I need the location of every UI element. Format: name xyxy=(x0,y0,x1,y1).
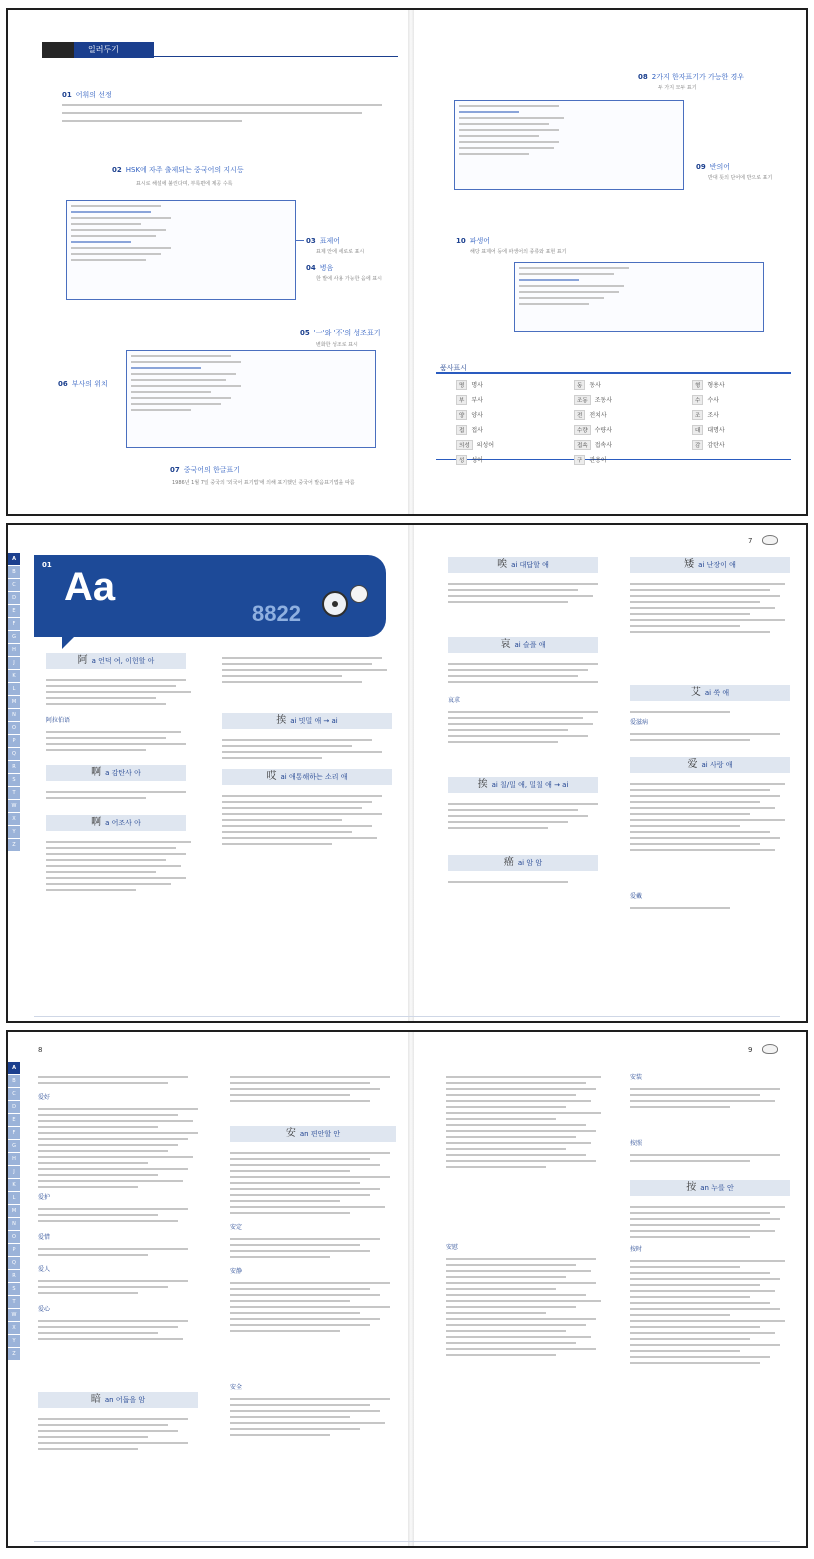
pos-legend-item xyxy=(456,395,574,405)
sub-entry: 爱人 xyxy=(38,1266,51,1273)
entry-text xyxy=(46,787,196,803)
sub-entry: 安慰 xyxy=(446,1244,459,1251)
entry-heading: 按 an 누를 안 xyxy=(630,1180,790,1196)
index-tab-w[interactable]: W xyxy=(8,1309,20,1322)
bird-icon xyxy=(762,535,778,545)
guide-body-line xyxy=(62,104,382,106)
sub-entry: 安静 xyxy=(230,1268,243,1275)
guide-item-07: 07 중국어의 한글표기 xyxy=(170,466,241,474)
book-gutter xyxy=(408,525,414,1021)
pos-legend-item xyxy=(574,380,692,390)
pos-legend-item xyxy=(692,410,792,420)
pos-label: 접사 xyxy=(471,427,483,434)
index-tab-l[interactable]: L xyxy=(8,1192,20,1205)
index-tab-k[interactable]: K xyxy=(8,1179,20,1192)
index-tab-strip xyxy=(8,1062,20,1361)
pos-legend-item xyxy=(456,425,574,435)
index-tab-l[interactable]: L xyxy=(8,683,20,696)
guide-item-10: 10 파생어 xyxy=(456,237,491,245)
entry-text xyxy=(630,903,795,913)
guide-item-02: 02 HSK에 자주 출제되는 중국어의 지시등 xyxy=(112,166,244,174)
banner-tail xyxy=(62,635,76,649)
index-tab-f[interactable]: F xyxy=(8,618,20,631)
pos-label: 대명사 xyxy=(707,427,725,434)
index-tab-q[interactable]: Q xyxy=(8,1257,20,1270)
entry-text xyxy=(448,877,608,887)
sample-entry-box-4 xyxy=(514,262,764,332)
page-number: 9 xyxy=(748,1046,753,1054)
guide-item-07-desc: 1986년 1월 7일 중국의 '외국어 표기법'에 의해 표기했던 중국어 발음표기법을 따름 xyxy=(172,480,355,486)
page-footer-rule xyxy=(34,1016,780,1017)
index-tab-p[interactable]: P xyxy=(8,1244,20,1257)
chapter-code: 8822 xyxy=(252,601,301,626)
pos-label: 조사 xyxy=(707,412,719,419)
pos-label: 수량사 xyxy=(594,427,613,434)
entry-text xyxy=(230,1278,400,1336)
entry-heading: 挨 ai 칠/밀 애, 밀칠 애 → ai xyxy=(448,777,598,793)
pos-tag: 성 xyxy=(456,455,467,465)
sub-entry: 爱心 xyxy=(38,1306,51,1313)
book-gutter xyxy=(408,10,414,514)
entry-text xyxy=(630,707,795,717)
index-tab-t[interactable]: T xyxy=(8,787,20,800)
pos-tag: 수 xyxy=(692,395,703,405)
entry-text xyxy=(230,1394,400,1440)
pos-tag: 양 xyxy=(456,410,467,420)
entry-text xyxy=(38,1316,208,1344)
pos-legend-item xyxy=(692,440,792,450)
pos-legend-item xyxy=(692,395,792,405)
index-tab-x[interactable]: X xyxy=(8,813,20,826)
page-footer-rule xyxy=(34,1541,780,1542)
sub-entry: 爱护 xyxy=(38,1194,51,1201)
section-rule xyxy=(154,56,398,57)
pos-label: 명사 xyxy=(471,382,483,389)
index-tab-c[interactable]: C xyxy=(8,579,20,592)
pos-label: 관용어 xyxy=(589,457,607,464)
bird-icon xyxy=(762,1044,778,1054)
index-tab-d[interactable]: D xyxy=(8,1101,20,1114)
guide-item-08: 08 2가지 한자표기가 가능한 경우 xyxy=(638,73,745,81)
index-tab-z[interactable]: Z xyxy=(8,1348,20,1361)
entry-text xyxy=(230,1234,400,1262)
index-tab-r[interactable]: R xyxy=(8,761,20,774)
pos-tag: 접속 xyxy=(574,440,591,450)
entry-heading: 暗 an 어둡을 암 xyxy=(38,1392,198,1408)
index-tab-e[interactable]: E xyxy=(8,1114,20,1127)
index-tab-a[interactable]: A xyxy=(8,1062,20,1075)
sub-entry: 爱戴 xyxy=(630,893,643,900)
index-tab-h[interactable]: H xyxy=(8,644,20,657)
entry-text xyxy=(630,779,795,855)
entry-heading: 矮 ai 난장이 애 xyxy=(630,557,790,573)
pos-label: 감탄사 xyxy=(707,442,725,449)
guide-item-09: 09 반의어 xyxy=(696,163,731,171)
guide-item-05: 05 '一'와 '不'의 성조표기 xyxy=(300,329,381,337)
pos-tag: 동 xyxy=(574,380,585,390)
entry-heading: 阿 a 언덕 여, 이헌할 아 xyxy=(46,653,186,669)
sample-entry-box xyxy=(66,200,296,300)
index-tab-n[interactable]: N xyxy=(8,1218,20,1231)
entry-text xyxy=(38,1244,208,1260)
pos-label: 의성어 xyxy=(476,442,495,449)
entry-text xyxy=(222,791,392,849)
pos-tag: 명 xyxy=(456,380,467,390)
index-tab-b[interactable]: B xyxy=(8,566,20,579)
sub-entry: 安装 xyxy=(630,1074,643,1081)
index-tab-t[interactable]: T xyxy=(8,1296,20,1309)
pos-label: 성어 xyxy=(471,457,483,464)
entry-text xyxy=(630,1150,795,1166)
index-tab-e[interactable]: E xyxy=(8,605,20,618)
pos-label: 형용사 xyxy=(707,382,725,389)
guide-item-02-desc: 표시로 해설에 불린다며, 부록편에 제공 수록 xyxy=(136,181,233,187)
pos-tag: 조 xyxy=(692,410,703,420)
entry-text xyxy=(38,1072,208,1088)
index-tab-m[interactable]: M xyxy=(8,1205,20,1218)
pos-legend-item xyxy=(574,455,692,465)
index-tab-g[interactable]: G xyxy=(8,631,20,644)
index-tab-g[interactable]: G xyxy=(8,1140,20,1153)
index-tab-j[interactable]: J xyxy=(8,657,20,670)
pos-legend-grid xyxy=(456,380,792,465)
pos-label: 부사 xyxy=(471,397,483,404)
entry-text xyxy=(46,837,196,895)
sub-entry: 按照 xyxy=(630,1140,643,1147)
pos-tag: 접 xyxy=(456,425,467,435)
guide-item-06: 06 부사의 위치 xyxy=(58,380,108,388)
guide-item-10-desc: 해당 표제어 등에 파생어의 종류와 표현 표기 xyxy=(470,249,567,255)
page-number: 8 xyxy=(38,1046,43,1054)
index-tab-r[interactable]: R xyxy=(8,1270,20,1283)
entry-text xyxy=(630,1084,795,1112)
index-tab-c[interactable]: C xyxy=(8,1088,20,1101)
cat-mascot-icon xyxy=(350,585,368,603)
index-tab-z[interactable]: Z xyxy=(8,839,20,852)
entry-text xyxy=(630,729,795,745)
pos-legend-item xyxy=(692,380,792,390)
sub-entry: 安全 xyxy=(230,1384,243,1391)
index-tab-m[interactable]: M xyxy=(8,696,20,709)
index-tab-j[interactable]: J xyxy=(8,1166,20,1179)
chapter-letter: Aa xyxy=(64,565,116,609)
leader-line xyxy=(296,240,304,241)
index-tab-y[interactable]: Y xyxy=(8,826,20,839)
index-tab-d[interactable]: D xyxy=(8,592,20,605)
entry-heading: 安 an 편안할 안 xyxy=(230,1126,396,1142)
index-tab-b[interactable]: B xyxy=(8,1075,20,1088)
entry-text xyxy=(46,727,196,755)
sub-entry: 哀求 xyxy=(448,697,461,704)
book-gutter xyxy=(408,1032,414,1546)
entry-text xyxy=(446,1072,611,1172)
index-tab-q[interactable]: Q xyxy=(8,748,20,761)
page-number: 7 xyxy=(748,537,753,545)
index-tab-o[interactable]: O xyxy=(8,1231,20,1244)
cd-icon xyxy=(322,591,348,617)
pos-label: 동사 xyxy=(589,382,601,389)
pos-legend-item xyxy=(574,425,692,435)
guide-item-05-desc: 변화한 성조로 표시 xyxy=(316,342,358,348)
pos-tag: 부 xyxy=(456,395,467,405)
pos-tag: 전 xyxy=(574,410,585,420)
guide-item-09-desc: 반대 뜻의 단어에 반으로 표기 xyxy=(708,175,773,181)
entry-heading: 啊 a 감탄사 아 xyxy=(46,765,186,781)
pos-label: 조동사 xyxy=(594,397,613,404)
guide-item-03: 03 표제어 xyxy=(306,237,341,245)
sub-entry: 爱滋病 xyxy=(630,719,649,726)
index-tab-y[interactable]: Y xyxy=(8,1335,20,1348)
index-tab-w[interactable]: W xyxy=(8,800,20,813)
index-tab-x[interactable]: X xyxy=(8,1322,20,1335)
entry-heading: 唉 ai 대답할 애 xyxy=(448,557,598,573)
pos-legend-item xyxy=(574,410,692,420)
entry-text xyxy=(630,1202,795,1242)
entry-text xyxy=(448,579,608,607)
pos-legend-item xyxy=(456,380,574,390)
pos-tag: 의성 xyxy=(456,440,473,450)
entry-text xyxy=(38,1104,208,1192)
pos-legend-item xyxy=(456,410,574,420)
entry-text xyxy=(630,1256,795,1368)
entry-text xyxy=(448,659,608,687)
guide-item-04-desc: 한 발에 사용 가능한 음에 표시 xyxy=(316,276,382,282)
sub-entry: 安定 xyxy=(230,1224,243,1231)
section-tab: 일러두기 xyxy=(42,42,154,58)
guide-item-01: 01 어휘의 선정 xyxy=(62,91,112,99)
sample-entry-box-2 xyxy=(126,350,376,448)
pos-legend-title: 품사표시 xyxy=(440,364,468,372)
entry-heading: 哀 ai 슬플 애 xyxy=(448,637,598,653)
entry-text xyxy=(630,579,795,637)
chapter-banner xyxy=(34,555,386,637)
entries-spread xyxy=(6,1030,808,1548)
pos-tag: 수량 xyxy=(574,425,591,435)
sub-entry: 爱惜 xyxy=(38,1234,51,1241)
entry-heading: 挨 ai 밋밀 애 → ai xyxy=(222,713,392,729)
entry-text xyxy=(46,675,196,709)
index-tab-a[interactable]: A xyxy=(8,553,20,566)
pos-tag: 감 xyxy=(692,440,703,450)
pos-legend-item xyxy=(692,425,792,435)
pos-legend-item xyxy=(456,440,574,450)
guide-body-line xyxy=(62,112,362,114)
index-tab-k[interactable]: K xyxy=(8,670,20,683)
pos-legend-item xyxy=(574,440,692,450)
guide-body-line xyxy=(62,120,242,122)
entry-text xyxy=(230,1072,400,1106)
pos-tag: 대 xyxy=(692,425,703,435)
sub-entry: 按时 xyxy=(630,1246,643,1253)
pos-label: 접속사 xyxy=(594,442,613,449)
entry-text xyxy=(448,707,608,747)
pos-legend-item xyxy=(574,395,692,405)
index-tab-p[interactable]: P xyxy=(8,735,20,748)
pos-tag: 조동 xyxy=(574,395,591,405)
entry-heading: 艾 ai 쑥 애 xyxy=(630,685,790,701)
pos-legend-item xyxy=(456,455,574,465)
entry-heading: 啊 a 어조사 아 xyxy=(46,815,186,831)
pos-tag: 형 xyxy=(692,380,703,390)
sub-entry: 阿拉伯语 xyxy=(46,717,71,724)
entry-text xyxy=(230,1148,400,1218)
index-tab-strip xyxy=(8,553,20,852)
pos-legend xyxy=(436,372,791,464)
entry-text xyxy=(38,1276,208,1298)
entry-heading: 癌 ai 암 암 xyxy=(448,855,598,871)
guide-item-04: 04 병음 xyxy=(306,264,334,272)
chapter-a-spread xyxy=(6,523,808,1023)
entry-text xyxy=(222,653,392,687)
entry-text xyxy=(222,735,392,763)
index-tab-o[interactable]: O xyxy=(8,722,20,735)
pos-tag: 구 xyxy=(574,455,585,465)
entry-text xyxy=(446,1254,611,1360)
pos-label: 전치사 xyxy=(589,412,607,419)
entry-text xyxy=(38,1204,208,1226)
entry-heading: 爱 ai 사랑 애 xyxy=(630,757,790,773)
guide-spread xyxy=(6,8,808,516)
sub-entry: 爱好 xyxy=(38,1094,51,1101)
guide-item-03-desc: 표제 안에 세로로 표시 xyxy=(316,249,365,255)
index-tab-h[interactable]: H xyxy=(8,1153,20,1166)
entry-heading: 哎 ai 애통해하는 소리 애 xyxy=(222,769,392,785)
guide-item-08-desc: 두 가지 모두 표기 xyxy=(658,85,697,91)
index-tab-s[interactable]: S xyxy=(8,1283,20,1296)
entry-text xyxy=(448,799,608,833)
entry-text xyxy=(38,1414,208,1454)
pos-label: 양사 xyxy=(471,412,483,419)
index-tab-s[interactable]: S xyxy=(8,774,20,787)
chapter-label: 01 xyxy=(42,561,52,569)
pos-label: 수사 xyxy=(707,397,719,404)
index-tab-n[interactable]: N xyxy=(8,709,20,722)
index-tab-f[interactable]: F xyxy=(8,1127,20,1140)
sample-entry-box-3 xyxy=(454,100,684,190)
